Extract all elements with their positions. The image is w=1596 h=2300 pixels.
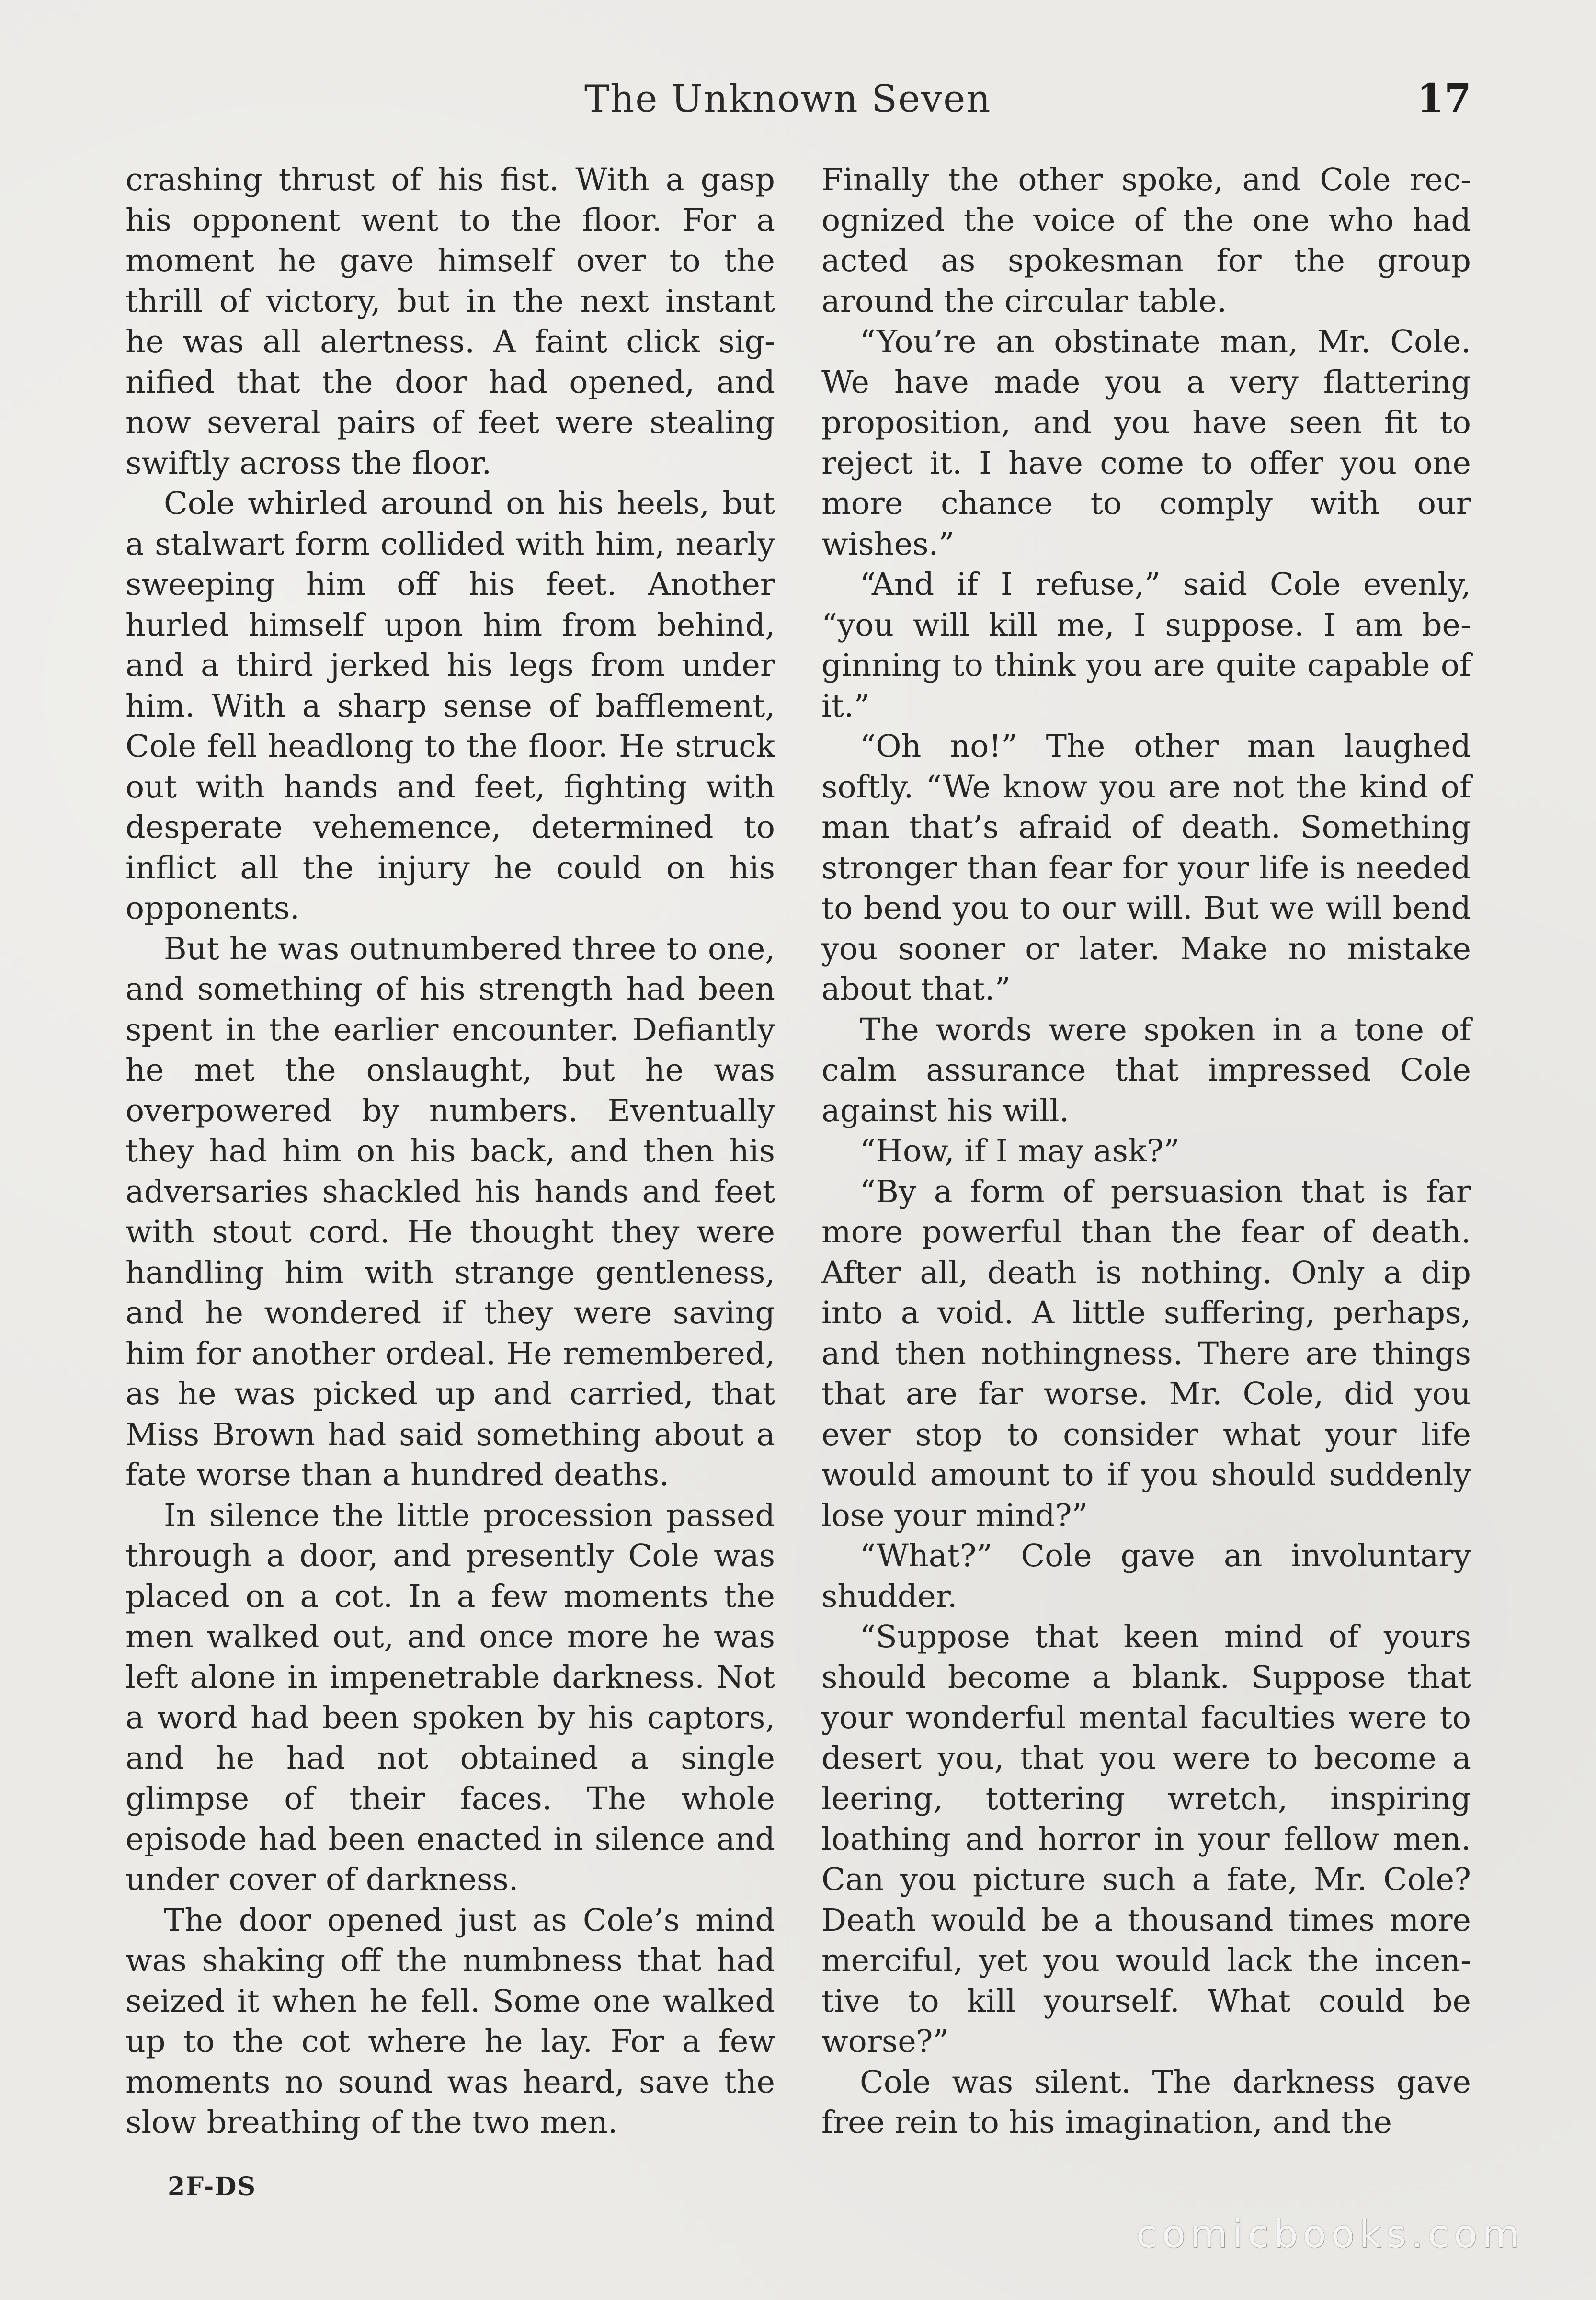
right-column [821, 160, 1471, 2143]
left-paragraph-3: But he was outnumbered three to one, and something of his strength had been spent in the earlier encounter. Defiantly he met the onslaught, but he was overpowered by numbers. Eventually they had him on his back, and then his adversaries shackled his hands and feet with stout cord. He thought they were handling him with strange gentleness, and he wondered if they were saving him for another ordeal. He remembered, as he was picked up and carried, that Miss Brown had said something about a fate worse than a hundred deaths. [125, 931, 775, 1493]
printer-signature: 2F-DS [168, 2172, 256, 2201]
left-paragraph-5: The door opened just as Cole’s mind was shaking off the numbness that had seized it when he fell. Some one walked up to the cot where he lay. For a few moments no sound was heard, save the slow breathing of the two men. [125, 1902, 775, 2141]
right-paragraph-7: “By a form of persuasion that is far more powerful than the fear of death. After all, death is nothing. Only a dip into a void. A little suffering, perhaps, and then nothingness. There are things that are far worse. Mr. Cole, did you ever stop to consider what your life would amount to if you should suddenly lose your mind?” [821, 1173, 1471, 1534]
right-paragraph-1: Finally the other spoke, and Cole recognized the voice of the one who had acted as spokesman for the group around the circular table. [821, 162, 1471, 319]
left-paragraph-4: In silence the little procession passed through a door, and presently Cole was placed on a cot. In a few moments the men walked out, and once more he was left alone in impenetrable darkness. Not a word had been spoken by his captors, and he had not obtained a single glimpse of their faces. The whole episode had been enacted in silence and under cover of darkness. [125, 1497, 775, 1898]
right-paragraph-5: The words were spoken in a tone of calm assurance that impressed Cole against his will. [821, 1012, 1471, 1129]
running-title: The Unknown Seven [584, 78, 992, 121]
right-paragraph-8: “What?” Cole gave an involuntary shudder. [821, 1538, 1471, 1615]
page-number: 17 [1416, 76, 1471, 122]
site-watermark: comicbooks.com [1136, 2212, 1524, 2256]
right-paragraph-2: “You’re an obstinate man, Mr. Cole. We have made you a very flattering proposition, and you have seen fit to reject it. I have come to offer you one more chance to comply with our wishes.” [821, 324, 1471, 562]
left-paragraph-2: Cole whirled around on his heels, but a stalwart form collided with him, nearly sweeping him off his feet. Another hurled himself upon him from behind, and a third jerked his legs from under him. With a sharp sense of bafflement, Cole fell headlong to the floor. He struck out with hands and feet, fighting with desperate vehemence, determined to inflict all the injury he could on his opponents. [125, 486, 775, 926]
right-paragraph-10: Cole was silent. The darkness gave free rein to his imagination, and the [821, 2064, 1471, 2141]
left-column [125, 160, 775, 2143]
right-paragraph-9: “Suppose that keen mind of yours should become a blank. Suppose that your wonderful mental faculties were to desert you, that you were to become a leering, tottering wretch, inspiring loathing and horror in your fellow men. Can you picture such a fate, Mr. Cole? Death would be a thousand times more merciful, yet you would lack the incentive to kill yourself. What could be worse?” [821, 1619, 1471, 2060]
right-paragraph-3: “And if I refuse,” said Cole evenly, “you will kill me, I suppose. I am beginning to think you are quite capable of it.” [821, 567, 1471, 724]
left-paragraph-1: crashing thrust of his fist. With a gasp his opponent went to the floor. For a moment he gave himself over to the thrill of victory, but in the next instant he was all alertness. A faint click signified that the door had opened, and now several pairs of feet were stealing swiftly across the floor. [125, 162, 775, 481]
right-paragraph-4: “Oh no!” The other man laughed softly. “We know you are not the kind of man that’s afraid of death. Something stronger than fear for your life is needed to bend you to our will. But we will bend you sooner or later. Make no mistake about that.” [821, 729, 1471, 1007]
right-paragraph-6: “How, if I may ask?” [860, 1133, 1180, 1169]
